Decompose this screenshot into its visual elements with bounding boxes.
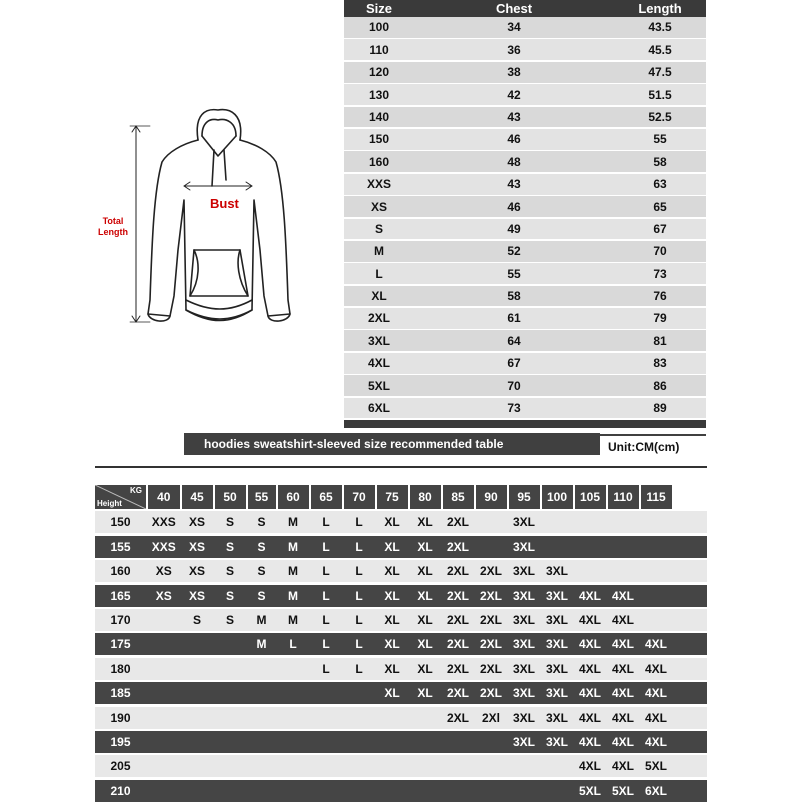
chest-cell: 67 [507, 356, 521, 371]
size-cell: XL [371, 289, 387, 304]
size-recommendation-cell: XL [384, 637, 400, 652]
size-recommendation-cell: 4XL [578, 759, 601, 774]
size-recommendation-cell: 3XL [512, 710, 535, 725]
size-recommendation-cell: XS [155, 588, 172, 603]
size-recommendation-cell: 3XL [545, 588, 568, 603]
length-cell: 81 [653, 333, 667, 348]
size-chart-row [344, 84, 706, 105]
size-recommendation-cell: 4XL [611, 759, 634, 774]
size-recommendation-cell: 2XL [446, 710, 469, 725]
size-recommendation-cell: 3XL [545, 686, 568, 701]
size-recommendation-cell: M [288, 588, 298, 603]
size-recommendation-cell: 3XL [545, 564, 568, 579]
chest-cell: 46 [507, 199, 521, 214]
section-divider [95, 466, 707, 468]
size-recommendation-cell: 4XL [611, 588, 634, 603]
length-cell: 86 [653, 378, 667, 393]
recommendation-row [95, 536, 707, 558]
chest-cell: 61 [507, 311, 521, 326]
size-recommendation-table [95, 485, 707, 802]
size-recommendation-cell: S [225, 564, 234, 579]
table-corner-cell [95, 485, 146, 509]
size-chart-row [344, 353, 706, 374]
size-recommendation-cell: 4XL [644, 710, 667, 725]
size-recommendation-cell: XS [188, 539, 205, 554]
chest-cell: 64 [507, 333, 521, 348]
size-recommendation-cell: 4XL [611, 661, 634, 676]
size-chart-row [344, 151, 706, 172]
header-length: Length [638, 1, 682, 16]
length-cell: 47.5 [648, 65, 672, 80]
height-cell: 205 [110, 759, 131, 774]
size-recommendation-cell: 5XL [578, 783, 601, 798]
size-recommendation-cell: XL [384, 539, 400, 554]
weight-header-cell: 40 [148, 485, 180, 509]
recommendation-row [95, 511, 707, 533]
recommendation-row [95, 658, 707, 680]
chest-cell: 58 [507, 289, 521, 304]
size-recommendation-cell: 4XL [644, 637, 667, 652]
size-recommendation-cell: M [256, 637, 267, 652]
chest-cell: 55 [507, 266, 521, 281]
size-cell: 130 [368, 87, 390, 102]
size-recommendation-cell: 2XL [446, 637, 469, 652]
size-recommendation-cell: L [355, 637, 363, 652]
length-cell: 63 [653, 177, 667, 192]
size-cell: XS [370, 199, 387, 214]
size-cell: 5XL [367, 378, 390, 393]
size-recommendation-cell: XL [417, 515, 433, 530]
size-recommendation-cell: 6XL [644, 783, 667, 798]
recommendation-rows [95, 511, 707, 801]
height-cell: 150 [110, 515, 131, 530]
size-cell: 120 [368, 65, 390, 80]
size-cell: 140 [368, 109, 390, 124]
size-cell: 2XL [367, 311, 390, 326]
bust-label: Bust [210, 196, 239, 211]
size-recommendation-cell: XL [417, 637, 433, 652]
size-recommendation-cell: L [355, 588, 363, 603]
header-chest: Chest [495, 1, 533, 16]
length-cell: 76 [653, 289, 667, 304]
size-recommendation-cell: 3XL [545, 637, 568, 652]
weight-header-cell: 75 [377, 485, 408, 509]
size-recommendation-cell: 2XL [446, 588, 469, 603]
size-recommendation-cell: 2XL [446, 661, 469, 676]
size-recommendation-cell: S [257, 539, 266, 554]
chest-cell: 46 [507, 132, 521, 147]
size-cell: L [375, 266, 383, 281]
size-recommendation-cell: 2XL [479, 612, 502, 627]
length-cell: 79 [653, 311, 667, 326]
size-recommendation-cell: 4XL [644, 686, 667, 701]
size-cell: 6XL [367, 401, 390, 416]
size-recommendation-cell: 4XL [611, 637, 634, 652]
length-cell: 83 [653, 356, 667, 371]
chest-cell: 38 [507, 65, 521, 80]
size-recommendation-cell: 3XL [545, 661, 568, 676]
height-cell: 155 [110, 539, 131, 554]
size-recommendation-cell: XL [384, 588, 400, 603]
size-recommendation-cell: L [322, 515, 330, 530]
size-recommendation-cell: 2XL [446, 686, 469, 701]
weight-header-cell: 55 [248, 485, 276, 509]
weight-header-cell: 60 [278, 485, 309, 509]
length-cell: 43.5 [648, 20, 672, 35]
size-recommendation-cell: 3XL [545, 612, 568, 627]
recommendation-row [95, 707, 707, 729]
size-recommendation-cell: 5XL [644, 759, 667, 774]
chest-cell: 49 [507, 221, 521, 236]
recommendation-row [95, 633, 707, 655]
size-chart-row [344, 17, 706, 38]
size-recommendation-cell: 4XL [578, 637, 601, 652]
size-recommendation-cell: 4XL [578, 686, 601, 701]
size-recommendation-cell: XXS [151, 515, 176, 530]
size-chart-header [344, 0, 706, 17]
size-recommendation-cell: XL [384, 515, 400, 530]
size-recommendation-cell: L [289, 637, 297, 652]
size-recommendation-cell: 2XL [479, 564, 502, 579]
size-recommendation-cell: M [256, 612, 267, 627]
size-recommendation-cell: M [288, 539, 298, 554]
recommendation-caption: hoodies sweatshirt-sleeved size recommended table [184, 433, 600, 455]
length-cell: 89 [653, 401, 667, 416]
size-recommendation-cell: XL [417, 661, 433, 676]
size-recommendation-cell: 3XL [512, 637, 535, 652]
size-recommendation-cell: L [355, 539, 363, 554]
corner-height-label: Height [97, 499, 122, 508]
size-recommendation-cell: L [322, 637, 330, 652]
weight-header-cell: 90 [476, 485, 507, 509]
size-recommendation-cell: 3XL [545, 710, 568, 725]
chest-cell: 48 [507, 154, 521, 169]
size-recommendation-cell: 2XL [479, 661, 502, 676]
size-chart-footer-bar [344, 420, 706, 428]
size-recommendation-cell: S [225, 539, 234, 554]
length-cell: 45.5 [648, 42, 672, 57]
size-recommendation-cell: XL [384, 564, 400, 579]
size-chart-row [344, 375, 706, 396]
weight-header-cell: 115 [641, 485, 672, 509]
size-recommendation-cell: 2XL [446, 515, 469, 530]
chest-cell: 34 [507, 20, 521, 35]
weight-header-cell: 50 [215, 485, 246, 509]
size-recommendation-cell: XL [417, 686, 433, 701]
size-recommendation-cell: S [225, 588, 234, 603]
size-recommendation-cell: S [225, 515, 234, 530]
size-recommendation-cell: XS [155, 564, 172, 579]
length-cell: 67 [653, 221, 667, 236]
height-cell: 195 [110, 734, 131, 749]
weight-header-row [95, 485, 707, 509]
header-size: Size [365, 1, 392, 16]
size-recommendation-cell: S [225, 612, 234, 627]
total-length-line2: Length [98, 227, 128, 237]
total-length-line1: Total [102, 216, 124, 226]
size-recommendation-cell: XL [417, 564, 433, 579]
weight-header-cell: 105 [575, 485, 606, 509]
size-cell: M [374, 244, 384, 259]
size-chart-row [344, 196, 706, 217]
size-recommendation-cell: XL [417, 588, 433, 603]
size-recommendation-cell: XL [384, 661, 400, 676]
size-recommendation-cell: XXS [151, 539, 176, 554]
length-cell: 65 [653, 199, 667, 214]
size-recommendation-cell: L [355, 612, 363, 627]
size-recommendation-cell: XL [384, 612, 400, 627]
length-cell: 55 [653, 132, 667, 147]
size-recommendation-cell: L [322, 564, 330, 579]
height-cell: 165 [110, 588, 131, 603]
size-recommendation-cell: XS [188, 515, 205, 530]
size-recommendation-cell: 3XL [512, 612, 535, 627]
size-chart-table [344, 0, 706, 428]
size-recommendation-cell: 4XL [578, 734, 601, 749]
size-recommendation-cell: 4XL [611, 710, 634, 725]
size-recommendation-cell: M [288, 564, 298, 579]
size-chart-row [344, 286, 706, 307]
size-recommendation-cell: XL [417, 539, 433, 554]
recommendation-row [95, 560, 707, 582]
size-recommendation-cell: 3XL [512, 515, 535, 530]
size-chart-row [344, 129, 706, 150]
size-recommendation-cell: S [257, 564, 266, 579]
size-recommendation-cell: 2XL [446, 612, 469, 627]
chest-cell: 52 [507, 244, 521, 259]
height-cell: 190 [110, 710, 131, 725]
length-cell: 51.5 [648, 87, 672, 102]
size-chart-row [344, 241, 706, 262]
size-recommendation-cell: 4XL [578, 661, 601, 676]
chest-cell: 42 [507, 87, 521, 102]
recommendation-row [95, 780, 707, 802]
size-recommendation-cell: S [192, 612, 201, 627]
size-recommendation-cell: 2XL [446, 564, 469, 579]
size-recommendation-cell: 3XL [545, 734, 568, 749]
height-cell: 170 [110, 612, 131, 627]
size-recommendation-cell: 3XL [512, 734, 535, 749]
recommendation-row [95, 585, 707, 607]
size-recommendation-cell: 4XL [644, 734, 667, 749]
caption-rule [600, 434, 706, 436]
recommendation-row [95, 755, 707, 777]
size-recommendation-cell: 4XL [611, 734, 634, 749]
size-cell: S [374, 221, 383, 236]
corner-kg-label: KG [130, 486, 142, 495]
unit-label: Unit:CM(cm) [608, 440, 680, 454]
size-recommendation-cell: L [322, 539, 330, 554]
size-recommendation-cell: XL [417, 612, 433, 627]
size-recommendation-cell: M [288, 515, 298, 530]
size-recommendation-cell: 2XL [479, 686, 502, 701]
size-recommendation-cell: S [257, 588, 266, 603]
size-chart-row [344, 107, 706, 128]
total-length-label [88, 216, 138, 238]
chest-cell: 36 [507, 42, 521, 57]
size-recommendation-cell: 2XL [479, 588, 502, 603]
size-cell: 150 [368, 132, 390, 147]
weight-header-cell: 70 [344, 485, 375, 509]
size-chart-row [344, 330, 706, 351]
chest-cell: 43 [507, 177, 521, 192]
height-cell: 210 [110, 783, 131, 798]
size-recommendation-cell: XL [384, 686, 400, 701]
size-cell: 160 [368, 154, 390, 169]
weight-header-cell: 65 [311, 485, 342, 509]
size-chart-row [344, 398, 706, 419]
size-chart-row [344, 39, 706, 60]
size-recommendation-cell: 4XL [611, 686, 634, 701]
size-chart-row [344, 263, 706, 284]
chest-cell: 70 [507, 378, 521, 393]
size-recommendation-cell: 4XL [644, 661, 667, 676]
weight-header-cell: 85 [443, 485, 474, 509]
size-recommendation-cell: L [322, 661, 330, 676]
size-chart-row [344, 62, 706, 83]
size-cell: 100 [368, 20, 390, 35]
size-chart-row [344, 219, 706, 240]
height-cell: 160 [110, 564, 131, 579]
size-recommendation-cell: 4XL [578, 612, 601, 627]
size-recommendation-cell: 2XL [446, 539, 469, 554]
size-recommendation-cell: 4XL [578, 710, 601, 725]
size-cell: XXS [366, 177, 391, 192]
size-recommendation-cell: L [355, 661, 363, 676]
length-cell: 52.5 [648, 109, 672, 124]
weight-header-cell: 100 [542, 485, 573, 509]
size-recommendation-cell: 3XL [512, 539, 535, 554]
recommendation-row [95, 682, 707, 704]
chest-cell: 73 [507, 401, 521, 416]
size-recommendation-cell: 2XL [479, 637, 502, 652]
size-recommendation-cell: L [355, 564, 363, 579]
weight-header-cell: 45 [182, 485, 213, 509]
size-recommendation-cell: XS [188, 564, 205, 579]
size-cell: 3XL [367, 333, 390, 348]
length-cell: 70 [653, 244, 667, 259]
size-recommendation-cell: XS [188, 588, 205, 603]
size-recommendation-cell: 5XL [611, 783, 634, 798]
size-recommendation-cell: 3XL [512, 564, 535, 579]
size-recommendation-cell: S [257, 515, 266, 530]
size-recommendation-cell: L [355, 515, 363, 530]
chest-cell: 43 [507, 109, 521, 124]
weight-header-cell: 110 [608, 485, 639, 509]
weight-header-cell: 80 [410, 485, 441, 509]
size-recommendation-cell: 3XL [512, 686, 535, 701]
height-cell: 175 [110, 637, 131, 652]
size-recommendation-cell: 2Xl [481, 710, 500, 725]
size-recommendation-cell: L [322, 588, 330, 603]
size-cell: 4XL [367, 356, 390, 371]
recommendation-row [95, 609, 707, 631]
size-recommendation-cell: L [322, 612, 330, 627]
size-recommendation-cell: 3XL [512, 588, 535, 603]
length-cell: 73 [653, 266, 667, 281]
weight-header-cell: 95 [509, 485, 540, 509]
length-cell: 58 [653, 154, 667, 169]
size-cell: 110 [369, 42, 389, 57]
size-recommendation-cell: 4XL [578, 588, 601, 603]
size-chart-rows [344, 17, 706, 418]
height-cell: 185 [110, 686, 131, 701]
size-recommendation-cell: 3XL [512, 661, 535, 676]
size-chart-row [344, 308, 706, 329]
size-recommendation-cell: M [288, 612, 298, 627]
recommendation-row [95, 731, 707, 753]
size-recommendation-cell: 4XL [611, 612, 634, 627]
size-chart-row [344, 174, 706, 195]
height-cell: 180 [110, 661, 131, 676]
